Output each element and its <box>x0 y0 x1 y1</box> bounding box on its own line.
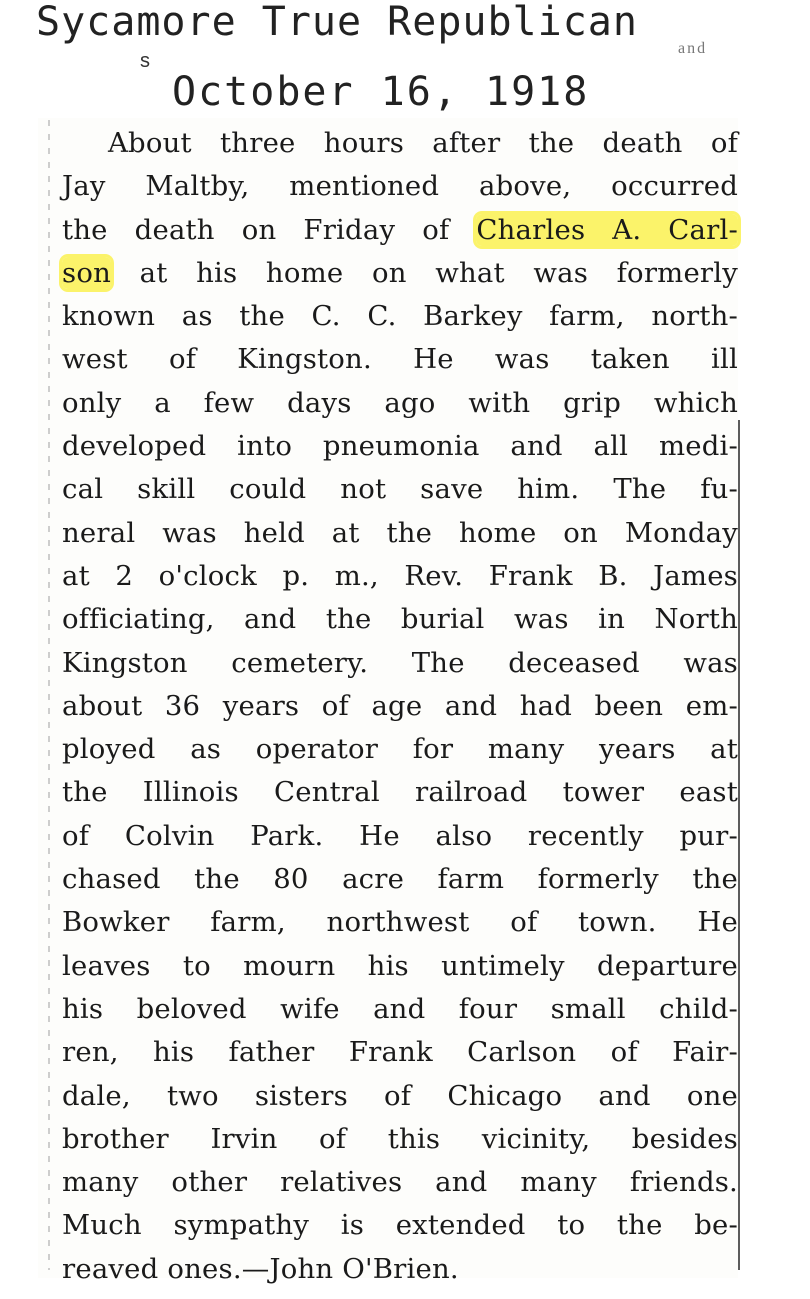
article-line <box>62 858 738 901</box>
article-line <box>62 122 738 165</box>
article-line-text: Much sympathy is extended to the be- <box>62 1209 738 1242</box>
stray-letter: s <box>140 50 150 72</box>
article-line <box>62 252 738 295</box>
article-line-text: reaved ones.—John O'Brien. <box>62 1252 459 1285</box>
publication-date: October 16, 1918 <box>172 69 590 115</box>
article-line <box>62 598 738 641</box>
article-line-text: at 2 o'clock p. m., Rev. Frank B. James <box>62 559 738 592</box>
highlighted-name: Charles A. Carl- <box>476 213 738 246</box>
article-line <box>62 382 738 425</box>
article-line-text: many other relatives and many friends. <box>62 1166 738 1199</box>
article-line <box>62 901 738 944</box>
article-line <box>62 988 738 1031</box>
article-line-text: Kingston cemetery. The deceased was <box>62 646 738 679</box>
article-line-text: west of Kingston. He was taken ill <box>62 343 738 376</box>
article-line <box>62 1118 738 1161</box>
article-line <box>62 425 738 468</box>
publication-title: Sycamore True Republican <box>36 0 638 45</box>
article-line-text: of Colvin Park. He also recently pur- <box>62 819 738 852</box>
article-line-text: the Illinois Central railroad tower east <box>62 776 738 809</box>
article-line <box>62 512 738 555</box>
article-line-text: officiating, and the burial was in North <box>62 603 738 636</box>
article-line <box>62 165 738 208</box>
article-line-text: dale, two sisters of Chicago and one <box>62 1079 738 1112</box>
article-line-text: brother Irvin of this vicinity, besides <box>62 1122 738 1155</box>
article-line <box>62 728 738 771</box>
article-line <box>62 945 738 988</box>
stray-fragment: and <box>678 40 708 57</box>
clipping-left-edge <box>48 120 50 1270</box>
article-line <box>62 1031 738 1074</box>
article-line-text: ployed as operator for many years at <box>62 733 738 766</box>
article-line <box>62 468 738 511</box>
article-line <box>62 338 738 381</box>
article-line-text: About three hours after the death of <box>108 127 738 159</box>
article-line-text: known as the C. C. Barkey farm, north- <box>62 300 738 333</box>
article-line-text: Bowker farm, northwest of town. He <box>62 906 738 939</box>
article-line <box>62 209 738 252</box>
obituary-article <box>62 122 742 1291</box>
article-line-text: chased the 80 acre farm formerly the <box>62 863 738 896</box>
article-line <box>62 295 738 338</box>
article-line-text: the death on Friday of <box>62 213 477 246</box>
article-line-text: ren, his father Frank Carlson of Fair- <box>62 1036 738 1069</box>
highlighted-name: son <box>62 256 111 289</box>
article-line <box>62 1248 738 1291</box>
article-line-text: about 36 years of age and had been em- <box>62 689 738 722</box>
article-line <box>62 555 738 598</box>
article-line <box>62 1204 738 1247</box>
article-line-text: leaves to mourn his untimely departure <box>62 949 738 982</box>
article-line <box>62 1075 738 1118</box>
article-line-text: cal skill could not save him. The fu- <box>62 473 738 506</box>
article-line <box>62 685 738 728</box>
article-line-text: only a few days ago with grip which <box>62 386 738 419</box>
article-line-text: his beloved wife and four small child- <box>62 992 738 1025</box>
article-line-text: neral was held at the home on Monday <box>62 516 738 549</box>
article-line <box>62 1161 738 1204</box>
article-line <box>62 771 738 814</box>
article-line <box>62 642 738 685</box>
article-line-text: at his home on what was formerly <box>110 256 738 289</box>
article-line-text: Jay Maltby, mentioned above, occurred <box>62 170 738 203</box>
article-line <box>62 815 738 858</box>
article-line-text: developed into pneumonia and all medi- <box>62 430 738 463</box>
